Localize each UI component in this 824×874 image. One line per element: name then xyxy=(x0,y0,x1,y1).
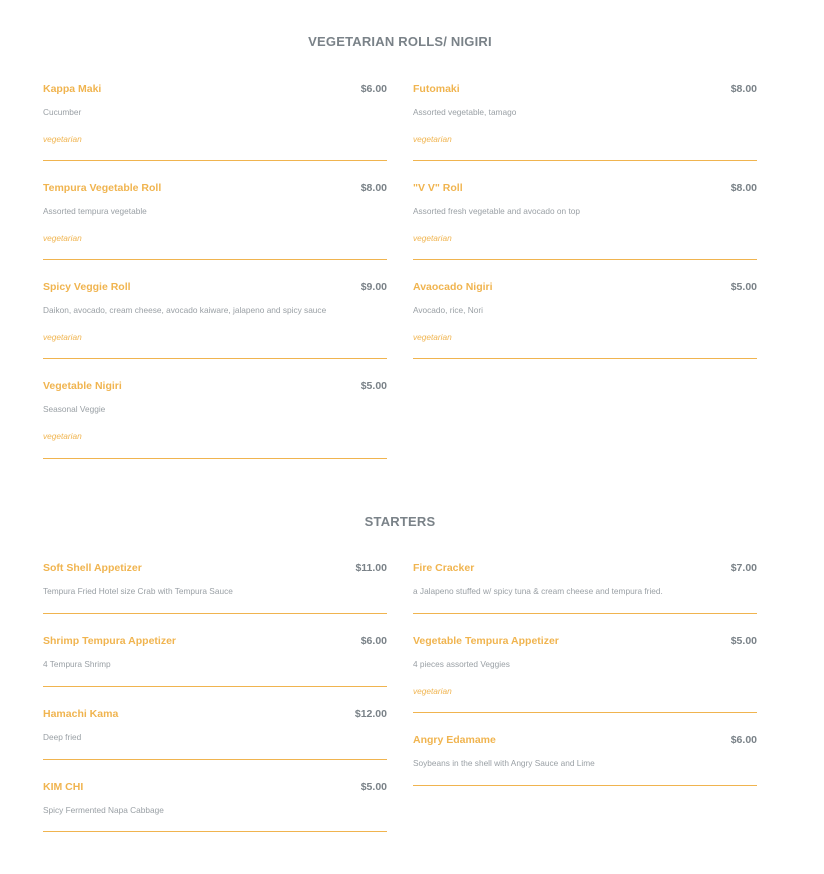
item-description: Assorted vegetable, tamago xyxy=(413,107,517,117)
vegetarian-tag: vegetarian xyxy=(413,134,452,144)
menu-item-angry-edamame xyxy=(413,733,757,786)
item-name: Angry Edamame xyxy=(413,734,496,746)
vegetarian-tag: vegetarian xyxy=(43,233,82,243)
item-name: Kappa Maki xyxy=(43,83,102,95)
item-description: Assorted fresh vegetable and avocado on top xyxy=(413,206,580,216)
menu-item-futomaki xyxy=(413,82,757,161)
item-description: Spicy Fermented Napa Cabbage xyxy=(43,805,164,815)
section-title-starters: STARTERS xyxy=(364,514,436,529)
menu-item-tempura-vegetable-roll xyxy=(43,181,387,260)
item-description: 4 pieces assorted Veggies xyxy=(413,659,510,669)
section-title-vegetarian: VEGETARIAN ROLLS/ NIGIRI xyxy=(308,34,492,49)
item-description: a Jalapeno stuffed w/ spicy tuna & cream cheese and tempura fried. xyxy=(413,586,663,596)
menu-item-soft-shell-appetizer xyxy=(43,561,387,614)
menu-item-vegetable-nigiri xyxy=(43,379,387,459)
item-price: $5.00 xyxy=(730,635,757,647)
item-name: "V V" Roll xyxy=(413,182,463,194)
item-price: $5.00 xyxy=(730,281,757,293)
item-description: 4 Tempura Shrimp xyxy=(43,659,111,669)
menu-item-fire-cracker xyxy=(413,561,757,614)
item-name: KIM CHI xyxy=(43,781,84,793)
vegetarian-tag: vegetarian xyxy=(43,431,82,441)
item-description: Assorted tempura vegetable xyxy=(43,206,147,216)
vegetarian-tag: vegetarian xyxy=(43,134,82,144)
menu-item-spicy-veggie-roll xyxy=(43,280,387,359)
item-name: Shrimp Tempura Appetizer xyxy=(43,635,177,647)
item-price: $5.00 xyxy=(360,781,387,793)
item-description: Soybeans in the shell with Angry Sauce and Lime xyxy=(413,758,595,768)
item-price: $8.00 xyxy=(360,182,387,194)
menu-item-vv-roll xyxy=(413,181,757,260)
menu-item-kappa-maki xyxy=(43,82,387,161)
vegetarian-tag: vegetarian xyxy=(413,686,452,696)
item-description: Cucumber xyxy=(43,107,82,117)
item-price: $6.00 xyxy=(730,734,757,746)
item-price: $6.00 xyxy=(360,83,387,95)
item-name: Soft Shell Appetizer xyxy=(43,562,142,574)
menu-item-shrimp-tempura-appetizer xyxy=(43,634,387,687)
item-name: Vegetable Tempura Appetizer xyxy=(413,635,559,647)
item-name: Hamachi Kama xyxy=(43,708,119,720)
item-name: Avaocado Nigiri xyxy=(413,281,493,293)
item-price: $9.00 xyxy=(360,281,387,293)
vegetarian-tag: vegetarian xyxy=(43,332,82,342)
item-price: $12.00 xyxy=(354,708,387,720)
item-description: Avocado, rice, Nori xyxy=(413,305,483,315)
menu-item-hamachi-kama xyxy=(43,707,387,760)
item-description: Tempura Fried Hotel size Crab with Tempura Sauce xyxy=(43,586,233,596)
item-price: $8.00 xyxy=(730,83,757,95)
item-description: Deep fried xyxy=(43,732,82,742)
item-name: Vegetable Nigiri xyxy=(43,380,122,392)
menu-item-avocado-nigiri xyxy=(413,280,757,359)
item-description: Daikon, avocado, cream cheese, avocado kaiware, jalapeno and spicy sauce xyxy=(43,305,327,315)
vegetarian-tag: vegetarian xyxy=(413,332,452,342)
item-name: Tempura Vegetable Roll xyxy=(43,182,162,194)
item-name: Fire Cracker xyxy=(413,562,475,574)
menu-item-kim-chi xyxy=(43,780,387,832)
item-name: Spicy Veggie Roll xyxy=(43,281,131,293)
item-price: $7.00 xyxy=(730,562,757,574)
item-price: $5.00 xyxy=(360,380,387,392)
item-price: $6.00 xyxy=(360,635,387,647)
menu-item-vegetable-tempura-appetizer xyxy=(413,634,757,713)
vegetarian-tag: vegetarian xyxy=(413,233,452,243)
item-price: $8.00 xyxy=(730,182,757,194)
item-price: $11.00 xyxy=(355,562,387,574)
item-name: Futomaki xyxy=(413,83,460,95)
item-description: Seasonal Veggie xyxy=(43,404,106,414)
